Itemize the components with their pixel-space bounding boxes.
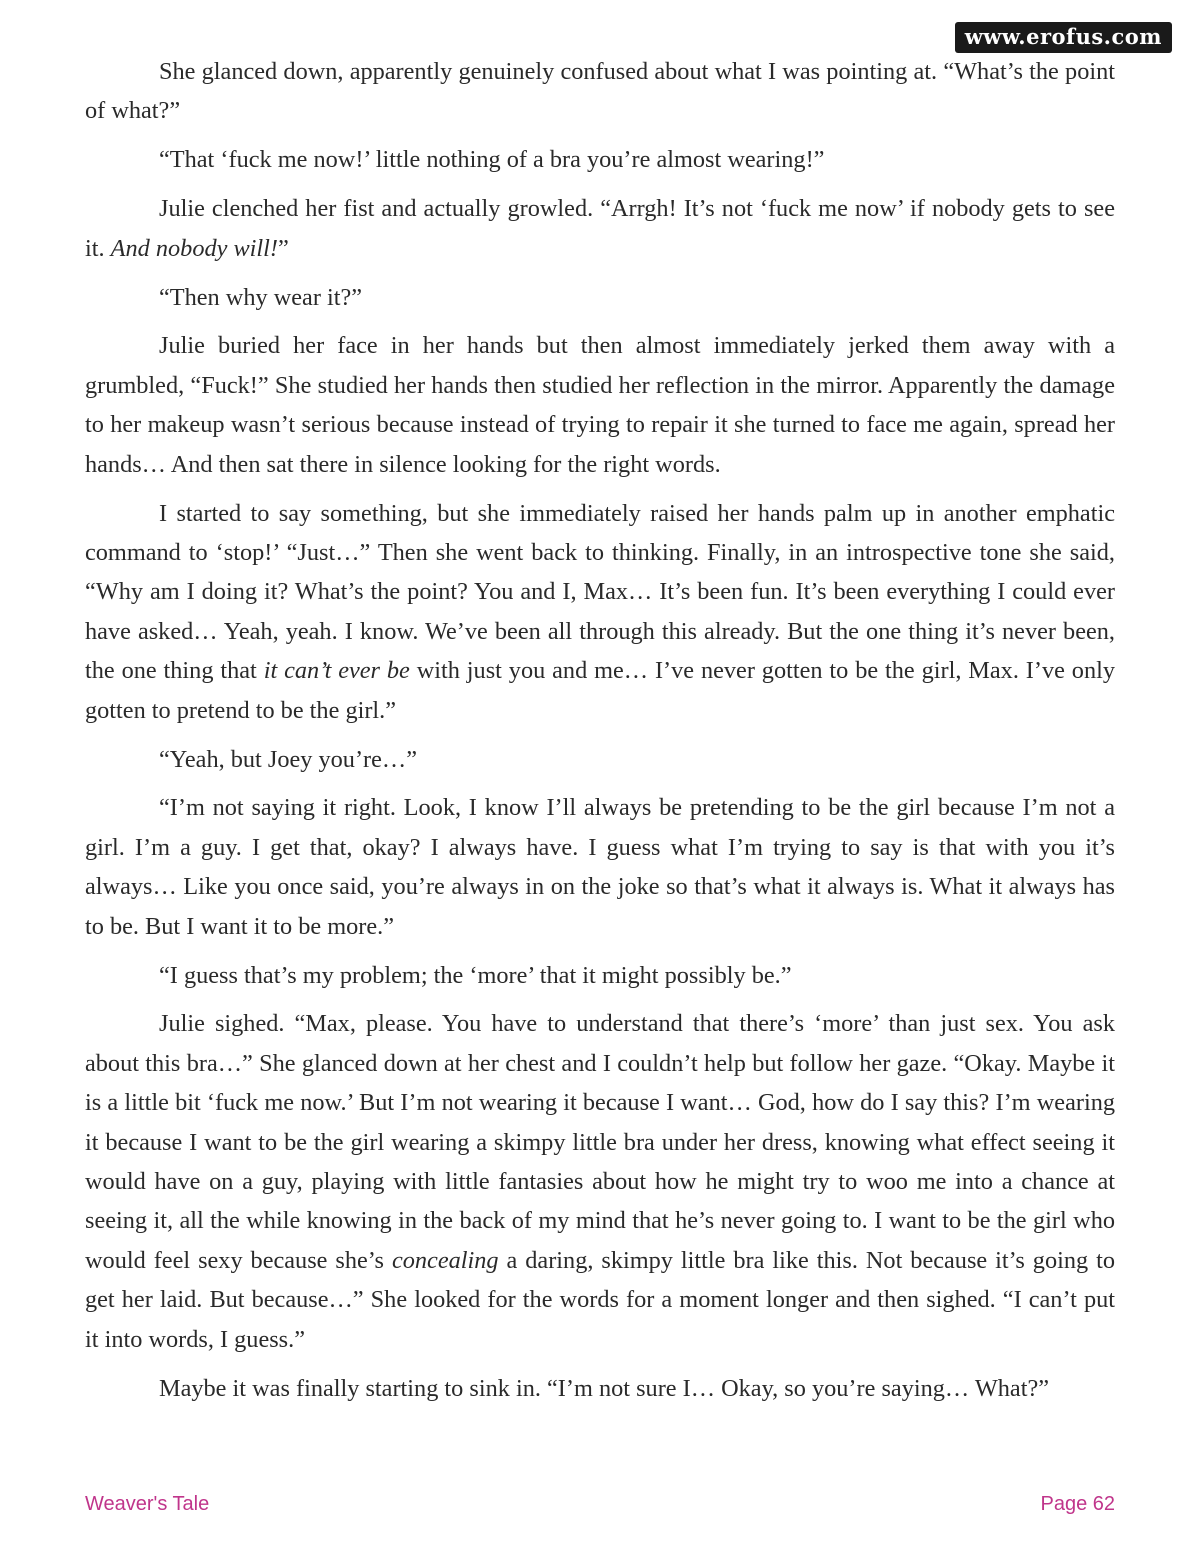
page-body	[85, 52, 1115, 1418]
paragraph-2	[85, 140, 1115, 179]
paragraph-3	[85, 189, 1115, 268]
footer-page-number: Page 62	[1040, 1493, 1115, 1515]
paragraph-5	[85, 326, 1115, 484]
site-watermark: www.erofus.com	[955, 22, 1172, 53]
paragraph-1-text: She glanced down, apparently genuinely confused about what I was pointing at. “What’s the point of what?”	[85, 58, 1115, 125]
footer-book-title: Weaver's Tale	[85, 1493, 210, 1515]
paragraph-4-text: “Then why wear it?”	[159, 283, 363, 311]
paragraph-8	[85, 788, 1115, 946]
paragraph-3-text-end: ”	[278, 234, 289, 262]
paragraph-5-text: Julie buried her face in her hands but then almost immediately jerked them away with a grumbled, “Fuck!” She studied her hands then studied her reflection in the mirror. Apparently the damage to her makeup wasn’t serious because instead of trying to repair it she turned to face me again, spread her hands… And then sat there in silence looking for the right words.	[85, 332, 1115, 478]
paragraph-10-text: Julie sighed. “Max, please. You have to understand that there’s ‘more’ than just sex. You ask about this bra…” She glanced down at her chest and I couldn’t help but follow her gaze. “Okay. Maybe it is a little bit ‘fuck me now.’ But I’m not wearing it because I want… God, how do I say this? I’m wearing it because I want to be the girl wearing a skimpy little bra under her dress, knowing what effect seeing it would have on a guy, playing with little fantasies about how he might try to woo me into a chance at seeing it, all the while knowing in the back of my mind that he’s never going to. I want to be the girl who would feel sexy because she’s	[85, 1010, 1115, 1274]
paragraph-11-text: Maybe it was finally starting to sink in. “I’m not sure I… Okay, so you’re saying… What?”	[159, 1374, 1050, 1402]
paragraph-3-emphasis: And nobody will!	[110, 234, 279, 262]
paragraph-9-text: “I guess that’s my problem; the ‘more’ that it might possibly be.”	[159, 961, 792, 989]
paragraph-10	[85, 1004, 1115, 1359]
paragraph-8-text: “I’m not saying it right. Look, I know I’ll always be pretending to be the girl because I’m not a girl. I’m a guy. I get that, okay? I always have. I guess what I’m trying to say is that with you it’s always… Like you once said, you’re always in on the joke so that’s what it always is. What it always has to be. But I want it to be more.”	[85, 794, 1115, 940]
paragraph-10-text-end: a daring, skimpy little bra like this. Not because it’s going to get her laid. But because…” She looked for the words for a moment longer and then sighed. “I can’t put it into words, I guess.”	[85, 1246, 1116, 1353]
paragraph-11	[85, 1369, 1115, 1408]
paragraph-9	[85, 956, 1115, 995]
page-footer	[85, 1493, 1115, 1523]
paragraph-3-text: Julie clenched her fist and actually growled. “Arrgh! It’s not ‘fuck me now’ if nobody gets to see it.	[85, 195, 1115, 262]
paragraph-10-emphasis: concealing	[391, 1246, 499, 1274]
paragraph-6-text-end: with just you and me… I’ve never gotten to be the girl, Max. I’ve only gotten to pretend to be the girl.”	[85, 657, 1115, 724]
paragraph-6-text: I started to say something, but she immediately raised her hands palm up in another emphatic command to ‘stop!’ “Just…” Then she went back to thinking. Finally, in an introspective tone she said, “Why am I doing it? What’s the point? You and I, Max… It’s been fun. It’s been everything I could ever have asked… Yeah, yeah. I know. We’ve been all through this already. But the one thing it’s never been, the one thing that	[85, 499, 1115, 685]
paragraph-4	[85, 278, 1115, 317]
paragraph-7	[85, 740, 1115, 779]
paragraph-6	[85, 494, 1115, 730]
paragraph-7-text: “Yeah, but Joey you’re…”	[159, 745, 417, 773]
paragraph-6-emphasis: it can’t ever be	[263, 657, 410, 685]
paragraph-1	[85, 52, 1115, 131]
paragraph-2-text: “That ‘fuck me now!’ little nothing of a bra you’re almost wearing!”	[159, 146, 825, 174]
